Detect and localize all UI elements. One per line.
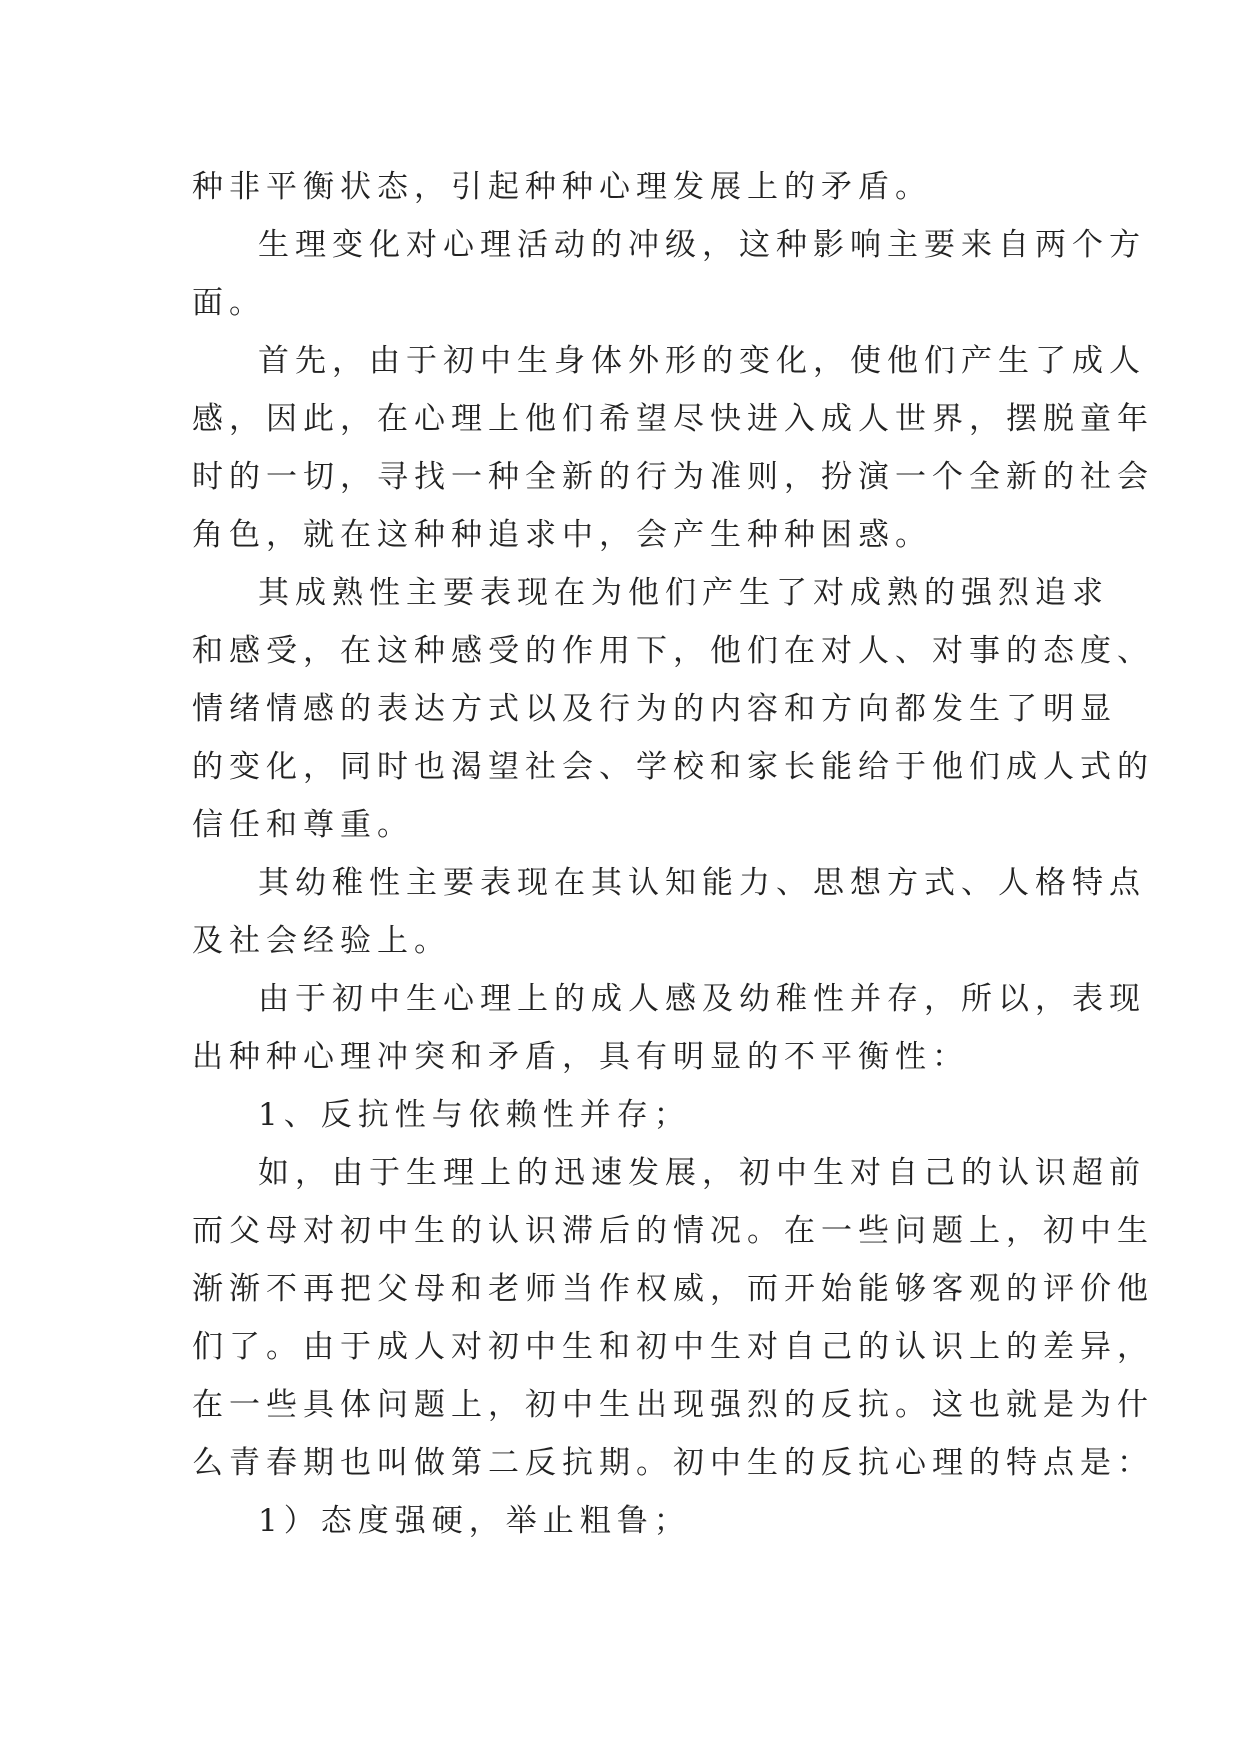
text-line: 出种种心理冲突和矛盾，具有明显的不平衡性： [192, 1039, 969, 1075]
text-line: 情绪情感的表达方式以及行为的内容和方向都发生了明显 [192, 691, 1117, 727]
text-line: 而父母对初中生的认识滞后的情况。在一些问题上，初中生 [192, 1213, 1154, 1249]
text-line: 生理变化对心理活动的冲级，这种影响主要来自两个方 [258, 227, 1146, 263]
text-line: 其幼稚性主要表现在其认知能力、思想方式、人格特点 [258, 865, 1146, 901]
text-line: 么青春期也叫做第二反抗期。初中生的反抗心理的特点是： [192, 1445, 1154, 1481]
text-line: 面。 [192, 285, 266, 321]
text-line: 如，由于生理上的迅速发展，初中生对自己的认识超前 [258, 1155, 1146, 1191]
text-line: 渐渐不再把父母和老师当作权威，而开始能够客观的评价他 [192, 1271, 1154, 1307]
text-line: 信任和尊重。 [192, 807, 414, 843]
text-line: 及社会经验上。 [192, 923, 451, 959]
text-line: 在一些具体问题上，初中生出现强烈的反抗。这也就是为什 [192, 1387, 1154, 1423]
text-line: 首先，由于初中生身体外形的变化，使他们产生了成人 [258, 343, 1146, 379]
text-line: 感，因此，在心理上他们希望尽快进入成人世界，摆脱童年 [192, 401, 1154, 437]
document-body [192, 158, 1154, 1550]
text-line: 其成熟性主要表现在为他们产生了对成熟的强烈追求 [258, 575, 1109, 611]
text-line: 的变化，同时也渴望社会、学校和家长能给于他们成人式的 [192, 749, 1154, 785]
text-line: 由于初中生心理上的成人感及幼稚性并存，所以，表现 [258, 981, 1146, 1017]
text-line: 1）态度强硬，举止粗鲁； [258, 1503, 691, 1539]
text-line: 角色，就在这种种追求中，会产生种种困惑。 [192, 517, 932, 553]
text-line: 们了。由于成人对初中生和初中生对自己的认识上的差异， [192, 1329, 1154, 1365]
text-line: 种非平衡状态，引起种种心理发展上的矛盾。 [192, 169, 932, 205]
text-line: 1、反抗性与依赖性并存； [258, 1097, 691, 1133]
text-line: 和感受，在这种感受的作用下，他们在对人、对事的态度、 [192, 633, 1154, 669]
text-line: 时的一切，寻找一种全新的行为准则，扮演一个全新的社会 [192, 459, 1154, 495]
